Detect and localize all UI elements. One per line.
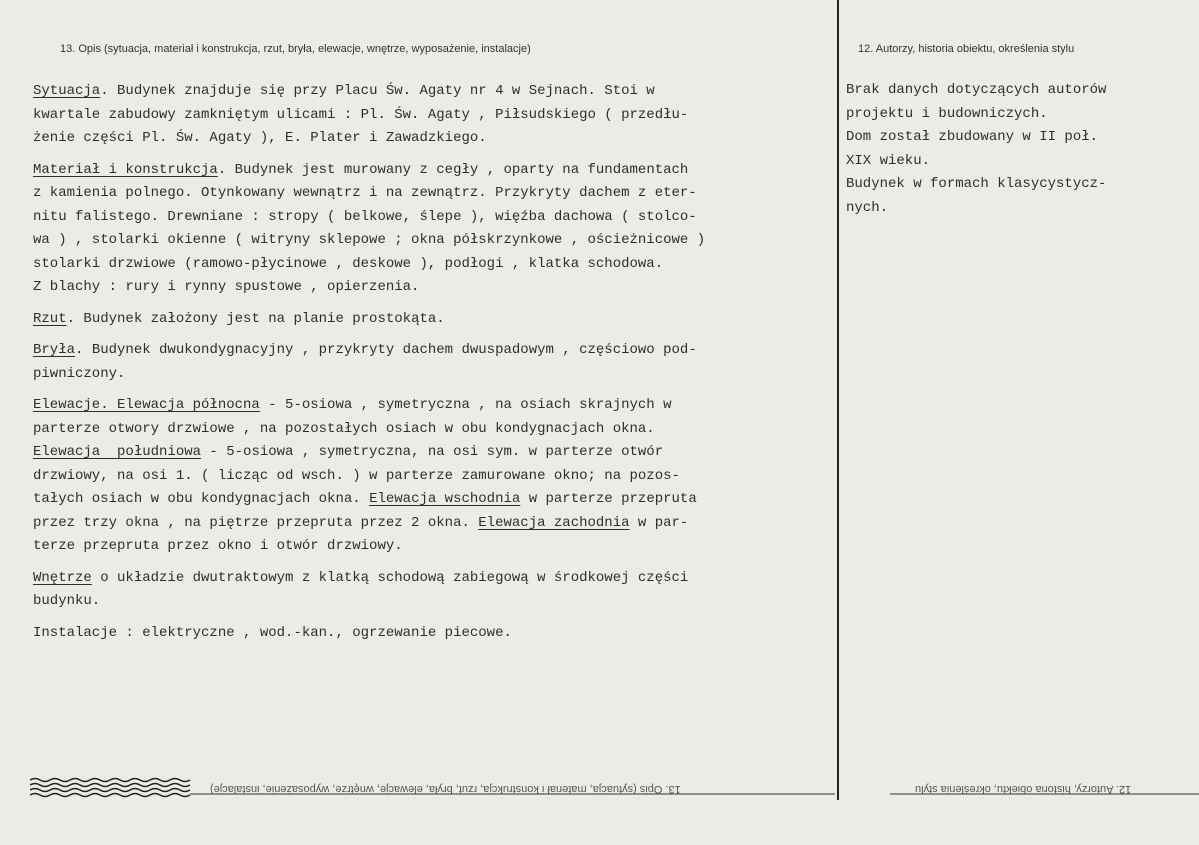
description-text xyxy=(33,80,833,653)
text-line: wa ) , stolarki okienne ( witryny sklepowe ; okna półskrzynkowe , ościeżnicowe ) xyxy=(33,232,706,248)
term-south-elevation: Elewacja południowa xyxy=(33,444,202,460)
text-line: projektu i budowniczych. xyxy=(846,105,1048,122)
text-line: . Budynek założony jest na planie prostokąta. xyxy=(66,310,445,327)
text-line: nitu falistego. Drewniane : stropy ( belkowe, ślepe ), więźba dachowa ( stolco- xyxy=(33,208,697,225)
authors-text xyxy=(846,79,1176,220)
text-line: nych. xyxy=(846,199,889,216)
text-line: Brak danych dotyczących autorów xyxy=(846,82,1107,98)
text-line: o układzie dwutraktowym z klatką schodową zabiegową w środkowej części xyxy=(91,569,689,586)
term-west-elevation: Elewacja zachodnia xyxy=(478,514,630,531)
text-line: . Budynek znajduje się przy Placu Św. Agaty nr 4 w Sejnach. Stoi w xyxy=(100,83,655,99)
text-line: Instalacje : elektryczne , wod.-kan., ogrzewanie piecowe. xyxy=(33,624,512,641)
text-line: przez trzy okna , na piętrze przepruta przez 2 okna. xyxy=(33,514,479,531)
text-line: drzwiowy, na osi 1. ( licząc od wsch. ) w parterze zamurowane okno; na pozos- xyxy=(33,467,680,484)
text-line: Z blachy : rury i rynny spustowe , opierzenia. xyxy=(33,279,420,295)
paragraph-situation xyxy=(33,80,833,151)
text-line: Budynek w formach klasycystycz- xyxy=(846,176,1107,192)
term-massing: Bryła xyxy=(33,342,76,358)
text-line: terze przepruta przez okno i otwór drzwiowy. xyxy=(33,538,403,554)
text-line: . Budynek jest murowany z cegły , oparty na fundamentach xyxy=(217,161,689,178)
text-line: budynku. xyxy=(33,593,101,609)
term-interior: Wnętrze xyxy=(33,569,92,586)
authors-section-header: 12. Autorzy, historia obiektu, określenia stylu xyxy=(858,43,1075,55)
term-situation: Sytuacja xyxy=(33,83,101,99)
term-elevations: Elewacje. Elewacja północna xyxy=(33,397,260,413)
text-line: stolarki drzwiowe (ramowo-płycinowe , deskowe ), podłogi , klatka schodowa. xyxy=(33,255,664,272)
text-line: - 5-osiowa , symetryczna, na osi sym. w parterze otwór xyxy=(201,444,664,460)
text-line: parterze otwory drzwiowe , na pozostałych osiach w obu kondygnacjach okna. xyxy=(33,420,655,437)
paragraph-installations xyxy=(33,622,833,646)
text-line: Dom został zbudowany w II poł. xyxy=(846,129,1099,145)
text-line: tałych osiach w obu kondygnacjach okna. xyxy=(33,491,370,507)
text-line: . Budynek dwukondygnacyjny , przykryty dachem dwuspadowym , częściowo pod- xyxy=(75,342,697,358)
term-east-elevation: Elewacja wschodnia xyxy=(369,491,521,507)
column-divider xyxy=(837,0,839,800)
paragraph-material xyxy=(33,159,833,300)
paragraph-plan xyxy=(33,308,833,332)
text-line: w par- xyxy=(629,514,689,531)
description-section-header: 13. Opis (sytuacja, materiał i konstrukcja, rzut, bryła, elewacje, wnętrze, wyposażenie, instalacje) xyxy=(60,43,531,55)
term-material: Materiał i konstrukcja xyxy=(33,161,218,178)
text-line: piwniczony. xyxy=(33,365,126,382)
paragraph-massing xyxy=(33,339,833,386)
text-line: w parterze przepruta xyxy=(520,491,697,507)
text-line: żenie części Pl. Św. Agaty ), E. Plater i Zawadzkiego. xyxy=(33,130,487,146)
text-line: XIX wieku. xyxy=(846,152,931,169)
bleed-through-right: 12. Autorzy, historia obiektu, określenia stylu xyxy=(915,783,1132,795)
paragraph-interior xyxy=(33,567,833,614)
text-line: z kamienia polnego. Otynkowany wewnątrz i na zewnątrz. Przykryty dachem z eter- xyxy=(33,185,697,201)
term-plan: Rzut xyxy=(33,310,67,327)
text-line: - 5-osiowa , symetryczna , na osiach skrajnych w xyxy=(259,397,672,413)
paragraph-elevations xyxy=(33,394,833,559)
bleed-through-left: 13. Opis (sytuacja, materiał i konstrukcja, rzut, bryła, elewacje, wnętrze, wyposażenie, instalacje) xyxy=(210,783,681,795)
text-line: kwartale zabudowy zamkniętym ulicami : Pl. Św. Agaty , Piłsudskiego ( przedłu- xyxy=(33,106,689,123)
